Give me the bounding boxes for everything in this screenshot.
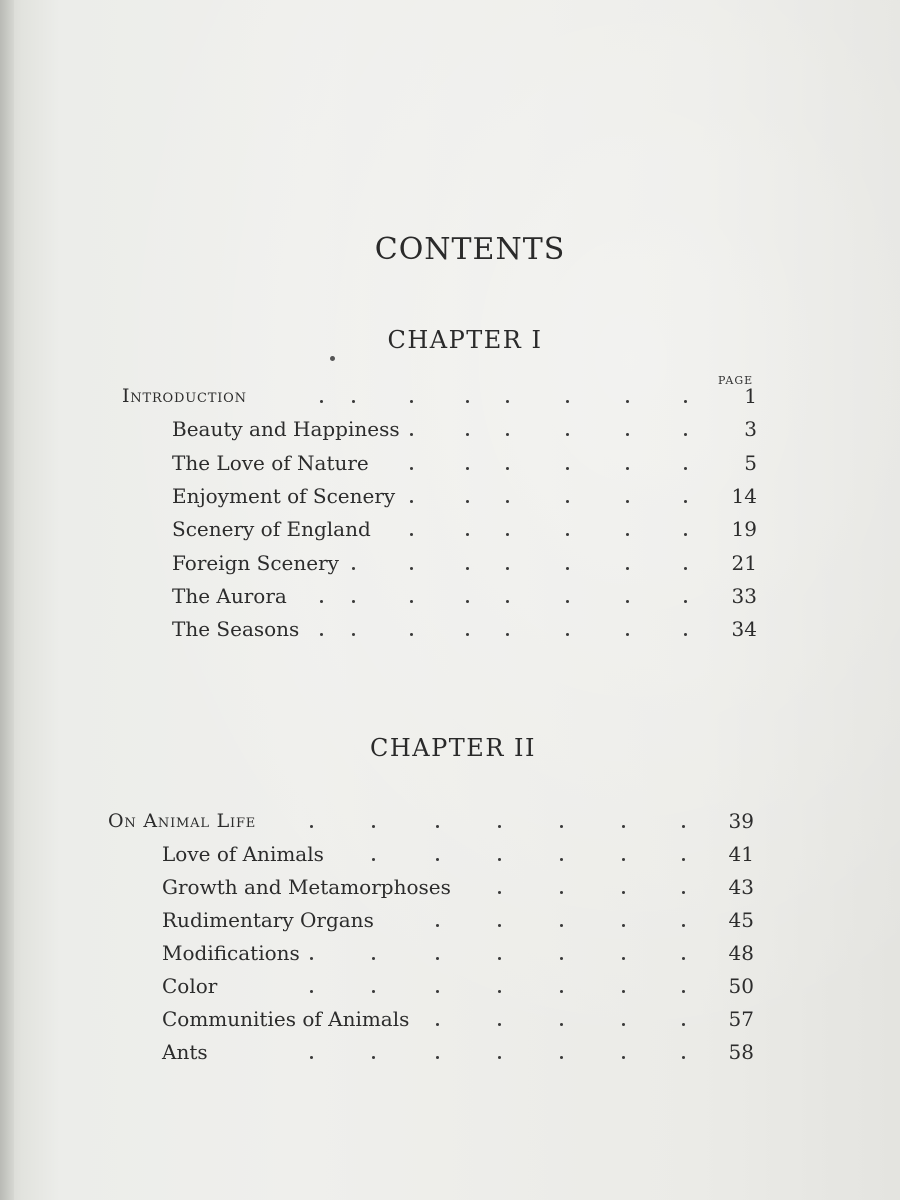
leader-dot: [506, 400, 509, 403]
toc-section-title: Introduction: [122, 385, 247, 407]
leader-dot: [498, 1023, 501, 1026]
leader-dot: [566, 533, 569, 536]
toc-subsection-title: Communities of Animals: [162, 1007, 410, 1031]
leader-dot: [436, 924, 439, 927]
leader-dot: [352, 567, 355, 570]
toc-row: [0, 971, 900, 1001]
leader-dot: [372, 1056, 375, 1059]
leader-dot: [622, 957, 625, 960]
leader-dot: [682, 924, 685, 927]
leader-dot: [626, 633, 629, 636]
leader-dot: [436, 858, 439, 861]
toc-subsection-title: Beauty and Happiness: [172, 417, 400, 441]
leader-dot: [410, 633, 413, 636]
leader-dot: [498, 1056, 501, 1059]
toc-subsection-title: Foreign Scenery: [172, 551, 339, 575]
leader-dot: [436, 990, 439, 993]
leader-dot: [566, 567, 569, 570]
toc-page-number: 3: [744, 417, 757, 441]
page-column-label: PAGE: [718, 374, 754, 387]
leader-dot: [352, 633, 355, 636]
toc-row: [0, 548, 900, 578]
leader-dot: [410, 467, 413, 470]
leader-dot: [436, 1056, 439, 1059]
leader-dot: [498, 858, 501, 861]
leader-dot: [410, 433, 413, 436]
leader-dot: [626, 400, 629, 403]
leader-dot: [506, 467, 509, 470]
toc-row: [0, 414, 900, 444]
leader-dot: [352, 400, 355, 403]
leader-dot: [682, 1056, 685, 1059]
leader-dot: [626, 600, 629, 603]
leader-dot: [560, 858, 563, 861]
leader-dot: [310, 990, 313, 993]
leader-dot: [372, 990, 375, 993]
leader-dot: [684, 633, 687, 636]
leader-dot: [560, 990, 563, 993]
leader-dot: [684, 433, 687, 436]
toc-page-number: 45: [728, 908, 754, 932]
toc-subsection-title: Rudimentary Organs: [162, 908, 374, 932]
toc-page-number: 50: [728, 974, 754, 998]
toc-row: [0, 614, 900, 644]
leader-dot: [352, 600, 355, 603]
leader-dot: [622, 1023, 625, 1026]
leader-dot: [506, 433, 509, 436]
leader-dot: [626, 500, 629, 503]
toc-row: [0, 448, 900, 478]
leader-dot: [560, 825, 563, 828]
leader-dot: [320, 400, 323, 403]
toc-row: [0, 481, 900, 511]
leader-dot: [566, 400, 569, 403]
leader-dot: [622, 825, 625, 828]
leader-dot: [622, 858, 625, 861]
leader-dot: [684, 467, 687, 470]
leader-dot: [372, 825, 375, 828]
leader-dot: [372, 858, 375, 861]
leader-dot: [320, 600, 323, 603]
leader-dot: [436, 1023, 439, 1026]
leader-dot: [310, 825, 313, 828]
toc-row: [0, 1004, 900, 1034]
toc-subsection-title: Color: [162, 974, 218, 998]
leader-dot: [622, 1056, 625, 1059]
leader-dot: [682, 1023, 685, 1026]
leader-dot: [466, 567, 469, 570]
leader-dot: [560, 924, 563, 927]
leader-dot: [466, 467, 469, 470]
toc-row: [0, 938, 900, 968]
toc-subsection-title: Scenery of England: [172, 517, 371, 541]
toc-subsection-title: Enjoyment of Scenery: [172, 484, 396, 508]
toc-page-number: 5: [744, 451, 757, 475]
leader-dot: [498, 957, 501, 960]
leader-dot: [626, 533, 629, 536]
toc-page-number: 14: [731, 484, 757, 508]
leader-dot: [566, 467, 569, 470]
leader-dot: [410, 600, 413, 603]
toc-row: [0, 806, 900, 836]
toc-page-number: 57: [728, 1007, 754, 1031]
leader-dot: [466, 500, 469, 503]
leader-dot: [622, 924, 625, 927]
leader-dot: [410, 400, 413, 403]
leader-dot: [310, 957, 313, 960]
leader-dot: [684, 400, 687, 403]
toc-section-title: On Animal Life: [108, 810, 257, 832]
leader-dot: [560, 957, 563, 960]
leader-dot: [684, 533, 687, 536]
leader-dot: [506, 600, 509, 603]
leader-dot: [626, 433, 629, 436]
leader-dot: [682, 858, 685, 861]
leader-dot: [506, 500, 509, 503]
leader-dot: [498, 825, 501, 828]
leader-dot: [466, 633, 469, 636]
leader-dot: [310, 1056, 313, 1059]
leader-dot: [566, 633, 569, 636]
leader-dot: [466, 433, 469, 436]
leader-dot: [498, 891, 501, 894]
leader-dot: [626, 567, 629, 570]
leader-dot: [372, 957, 375, 960]
toc-subsection-title: Growth and Metamorphoses: [162, 875, 451, 899]
leader-dot: [682, 891, 685, 894]
toc-row: [0, 905, 900, 935]
toc-page-number: 48: [728, 941, 754, 965]
leader-dot: [566, 433, 569, 436]
contents-title: CONTENTS: [374, 232, 566, 267]
toc-subsection-title: The Seasons: [172, 617, 300, 641]
leader-dot: [566, 600, 569, 603]
leader-dot: [506, 633, 509, 636]
leader-dot: [560, 1056, 563, 1059]
leader-dot: [498, 924, 501, 927]
toc-subsection-title: Modifications: [162, 941, 300, 965]
toc-row: [0, 581, 900, 611]
toc-subsection-title: Love of Animals: [162, 842, 324, 866]
leader-dot: [566, 500, 569, 503]
leader-dot: [682, 990, 685, 993]
leader-dot: [622, 891, 625, 894]
leader-dot: [684, 600, 687, 603]
toc-subsection-title: The Aurora: [172, 584, 287, 608]
toc-page-number: 41: [728, 842, 754, 866]
toc-row: [0, 839, 900, 869]
leader-dot: [466, 533, 469, 536]
toc-page-number: 34: [731, 617, 757, 641]
leader-dot: [466, 400, 469, 403]
toc-page-number: 1: [744, 384, 757, 408]
toc-page-number: 33: [731, 584, 757, 608]
leader-dot: [466, 600, 469, 603]
chapter-1-title: CHAPTER I: [387, 326, 543, 354]
leader-dot: [410, 500, 413, 503]
toc-subsection-title: The Love of Nature: [172, 451, 369, 475]
ink-speck: [330, 356, 335, 361]
leader-dot: [320, 633, 323, 636]
leader-dot: [436, 957, 439, 960]
toc-subsection-title: Ants: [162, 1040, 208, 1064]
leader-dot: [682, 825, 685, 828]
leader-dot: [622, 990, 625, 993]
toc-row: [0, 1037, 900, 1067]
leader-dot: [506, 533, 509, 536]
toc-page-number: 19: [731, 517, 757, 541]
toc-row: [0, 872, 900, 902]
toc-page-number: 39: [728, 809, 754, 833]
leader-dot: [410, 567, 413, 570]
toc-page-number: 58: [728, 1040, 754, 1064]
toc-page-number: 21: [731, 551, 757, 575]
leader-dot: [498, 990, 501, 993]
leader-dot: [436, 825, 439, 828]
leader-dot: [506, 567, 509, 570]
leader-dot: [684, 567, 687, 570]
chapter-2-title: CHAPTER II: [370, 734, 536, 762]
leader-dot: [684, 500, 687, 503]
toc-row: [0, 381, 900, 411]
toc-row: [0, 514, 900, 544]
toc-page-number: 43: [728, 875, 754, 899]
leader-dot: [560, 1023, 563, 1026]
leader-dot: [560, 891, 563, 894]
leader-dot: [682, 957, 685, 960]
leader-dot: [626, 467, 629, 470]
leader-dot: [410, 533, 413, 536]
